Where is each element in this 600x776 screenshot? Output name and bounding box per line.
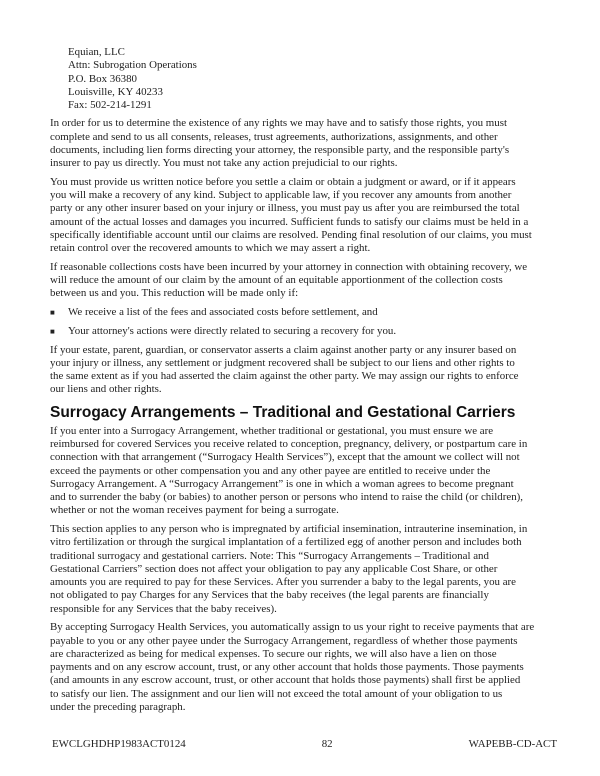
text-line: traditional surrogacy and gestational carriers. Note: This “Surrogacy Arrangements – Traditional and — [50, 549, 489, 562]
text-line: complete and send to us all consents, releases, trust agreements, authorizations, assignments, and other — [50, 130, 498, 143]
text-line: to satisfy our lien. The assignment and our lien will not exceed the total amount of your obligation to us — [50, 687, 503, 700]
document-page — [50, 46, 560, 719]
text-line: whether or not the woman receives payment for being a surrogate. — [50, 504, 339, 517]
text-line: reimbursed for covered Services you receive related to conception, pregnancy, delivery, or postpartum care in — [50, 437, 528, 450]
text-line: specifically identifiable account until our claims are resolved. Pending final resolution of our claims, you must — [50, 229, 532, 242]
text-line: insurer to pay us directly. You must not take any action prejudicial to our rights. — [50, 157, 398, 170]
bullet-item — [50, 306, 560, 319]
estate-claim-paragraph — [50, 344, 560, 397]
surrogacy-paragraphs — [50, 425, 560, 715]
text-line: Fax: 502-214-1291 — [68, 99, 152, 112]
text-line: will reduce the amount of our claim by the amount of an equitable apportionment of the collection costs — [50, 274, 503, 287]
text-line: not obligated to pay Charges for any Services that the baby receives (the legal parents are financially — [50, 589, 489, 602]
text-line: amounts you are required to pay for these Services. After you surrender a baby to the legal parents, you are — [50, 576, 517, 589]
text-line: By accepting Surrogacy Health Services, you automatically assign to us your right to receive payments that are — [50, 621, 535, 634]
text-line: the same extent as if you had asserted the claim against the other party. We may assign our rights to enforce — [50, 370, 519, 383]
bullet-square-icon: ■ — [50, 307, 55, 317]
text-line: Louisville, KY 40233 — [68, 85, 163, 98]
paragraph — [50, 425, 560, 518]
text-line: and to surrender the baby (or babies) to another person or persons who intend to raise the child (or children), — [50, 491, 523, 504]
text-line: under the preceding paragraph. — [50, 701, 186, 713]
text-line: responsible for any Services that the baby receives). — [50, 602, 277, 615]
text-line: In order for us to determine the existence of any rights we may have and to satisfy those rights, you must — [50, 117, 507, 130]
text-line: our liens and other rights. — [50, 383, 162, 396]
bullet-list — [50, 306, 560, 338]
text-line: exceed the payments or other compensation you and any other payee are entitled to receive under the — [50, 464, 491, 477]
text-line: Surrogacy Arrangement. A “Surrogacy Arrangement” is one in which a woman agrees to become pregnant — [50, 477, 514, 490]
text-line: This section applies to any person who is impregnated by artificial insemination, intrauterine insemination, in — [50, 522, 528, 535]
text-line: vitro fertilization or through the surgical implantation of a fertilized egg of another person and includes both — [50, 536, 522, 549]
text-line: connection with that arrangement (“Surrogacy Health Services”), except that the amount we collect will not — [50, 451, 520, 464]
section-heading: Surrogacy Arrangements – Traditional and Gestational Carriers — [50, 403, 516, 421]
text-line: are characterized as being for medical expenses. To secure our rights, we will also have a lien on those — [50, 647, 497, 660]
text-line: You must provide us written notice before you settle a claim or obtain a judgment or award, or if it appears — [50, 175, 516, 188]
paragraph — [50, 176, 560, 256]
subrogation-paragraphs — [50, 117, 560, 300]
bullet-square-icon: ■ — [50, 326, 55, 336]
bullet-item — [50, 325, 560, 338]
text-line: you will make a recovery of any kind. Subject to applicable law, if you recover any amounts from another — [50, 189, 512, 202]
text-line: Equian, LLC — [68, 46, 125, 58]
text-line: If your estate, parent, guardian, or conservator asserts a claim against another party or any insurer based on — [50, 343, 517, 356]
text-line: retain control over the recovered amounts to which we may assert a right. — [50, 242, 371, 255]
text-line: amount of the actual losses and damages you incurred. Sufficient funds to satisfy our claims must be held in a — [50, 215, 529, 228]
mailing-address — [68, 46, 560, 112]
paragraph — [50, 621, 560, 714]
bullet-text: Your attorney's actions were directly related to securing a recovery for you. — [68, 324, 397, 337]
text-line: If reasonable collections costs have been incurred by your attorney in connection with obtaining recovery, we — [50, 260, 528, 273]
text-line: (and amounts in any escrow account, trust, or other account that holds those payments) shall first be applied — [50, 674, 521, 687]
text-line: If you enter into a Surrogacy Arrangement, whether traditional or gestational, you must ensure we are — [50, 424, 494, 437]
paragraph — [50, 523, 560, 616]
text-line: documents, including lien forms directing your attorney, the responsible party, and the responsible party's — [50, 144, 510, 157]
bullet-text: We receive a list of the fees and associated costs before settlement, and — [68, 305, 378, 318]
page-footer — [52, 738, 557, 750]
text-line: between us and you. This reduction will be made only if: — [50, 287, 299, 300]
text-line: your injury or illness, any settlement or judgment recovered shall be subject to our liens and other rights to — [50, 356, 515, 369]
text-line: Gestational Carriers” section does not affect your obligation to pay any applicable Cost Share, or other — [50, 562, 498, 575]
text-line: payable to you or any other payee under the Surrogacy Arrangement, regardless of whether those payments — [50, 634, 518, 647]
paragraph — [50, 261, 560, 301]
plan-code: WAPEBB-CD-ACT — [468, 738, 557, 750]
text-line: P.O. Box 36380 — [68, 72, 137, 85]
text-line: Attn: Subrogation Operations — [68, 59, 197, 72]
paragraph — [50, 117, 560, 170]
text-line: payments and on any escrow account, trust, or any other account that holds those payments. Those payments — [50, 661, 524, 674]
text-line: party or any other insurer based on your injury or illness, you must pay us after you are reimbursed the total — [50, 202, 520, 215]
document-code: EWCLGHDHP1983ACT0124 — [52, 738, 186, 750]
page-number: 82 — [321, 738, 333, 750]
